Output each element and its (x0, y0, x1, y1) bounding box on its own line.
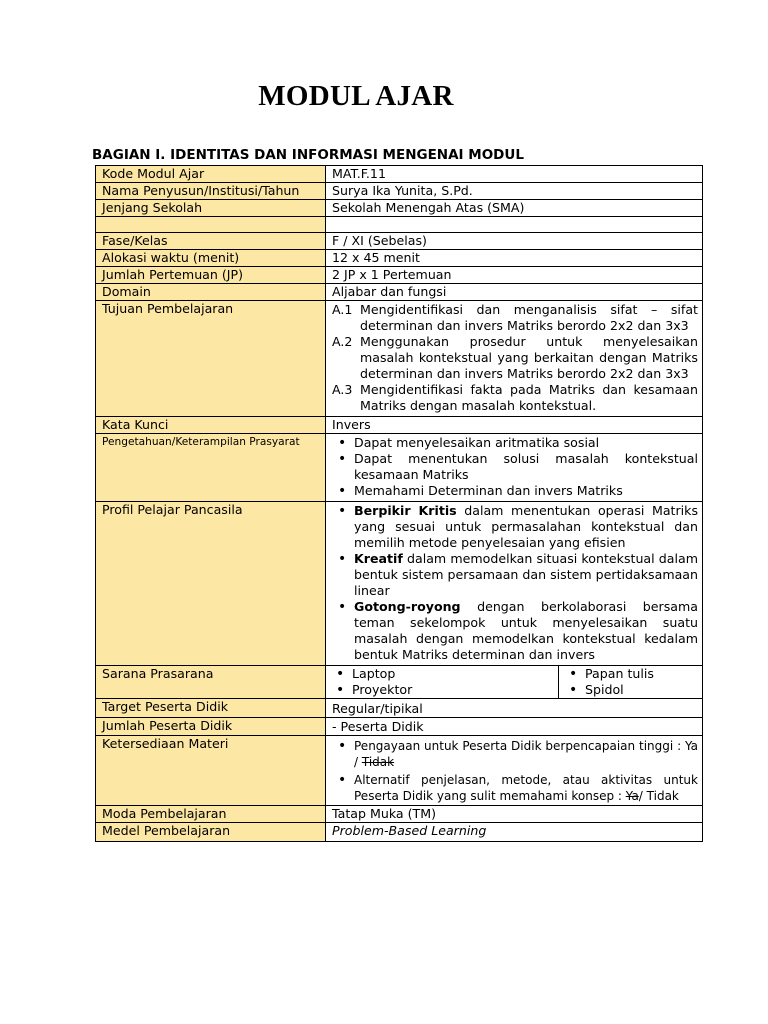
table-row (96, 502, 703, 666)
tujuan-text: Menggunakan prosedur untuk menyelesaikan masalah kontekstual yang berkaitan dengan Matriks determinan dan invers Matriks berordo 2x2 dan 3x3 (360, 334, 698, 381)
row-value: MAT.F.11 (326, 166, 703, 183)
row-label: Kata Kunci (96, 417, 326, 434)
list-item (332, 503, 698, 551)
row-value: Tatap Muka (TM) (326, 806, 703, 823)
identity-table (95, 165, 703, 842)
list-item (332, 551, 698, 599)
row-label: Jenjang Sekolah (96, 200, 326, 217)
profil-text: dengan berkolaborasi bersama teman sekelompok untuk menyelesaikan suatu masalah dengan memodelkan kontekstual kedalam bentuk Matriks determinan dan invers (354, 599, 698, 662)
row-value: 12 x 45 menit (326, 250, 703, 267)
table-row (96, 250, 703, 267)
row-value: Regular/tipikal (326, 699, 703, 718)
list-item (332, 599, 698, 663)
profil-title: Gotong-royong (354, 599, 461, 614)
struck-option: Ya (625, 789, 639, 803)
row-value: Sekolah Menengah Atas (SMA) (326, 200, 703, 217)
tujuan-item (332, 302, 698, 334)
row-label: Jumlah Peserta Didik (96, 718, 326, 736)
row-label: Fase/Kelas (96, 233, 326, 250)
table-row (96, 166, 703, 183)
row-label-empty (96, 217, 326, 233)
row-value: Invers (326, 417, 703, 434)
list-item: • Proyektor (330, 682, 558, 698)
table-row (96, 699, 703, 718)
ketersediaan-end: / Tidak (638, 789, 679, 803)
profil-text: dalam memodelkan situasi kontekstual dalam bentuk sistem persamaan dan sistem pertidaksamaan linear (354, 551, 699, 598)
row-value: 2 JP x 1 Pertemuan (326, 267, 703, 284)
section-title: BAGIAN I. IDENTITAS DAN INFORMASI MENGENAI MODUL (92, 147, 524, 163)
ketersediaan-list (326, 736, 703, 806)
prasyarat-list (326, 434, 703, 502)
row-value: Surya Ika Yunita, S.Pd. (326, 183, 703, 200)
row-label: Pengetahuan/Keterampilan Prasyarat (96, 434, 326, 502)
tujuan-list (326, 301, 703, 417)
row-label: Medel Pembelajaran (96, 823, 326, 842)
row-value-empty (326, 217, 703, 233)
table-row (96, 200, 703, 217)
page-title: MODUL AJAR (258, 80, 454, 112)
row-label: Sarana Prasarana (96, 666, 326, 699)
list-item: • Dapat menentukan solusi masalah kontekstual kesamaan Matriks (332, 451, 698, 483)
ketersediaan-text: Alternatif penjelasan, metode, atau aktivitas untuk Peserta Didik yang sulit memahami konsep : (354, 773, 698, 803)
profil-list (326, 502, 703, 666)
tujuan-number: A.2 (332, 334, 353, 349)
row-label: Kode Modul Ajar (96, 166, 326, 183)
table-row (96, 736, 703, 806)
tujuan-text: Mengidentifikasi fakta pada Matriks dan kesamaan Matriks dengan masalah kontekstual. (360, 382, 698, 413)
table-row (96, 183, 703, 200)
tujuan-item (332, 334, 698, 382)
profil-title: Berpikir Kritis (354, 503, 457, 518)
list-item (332, 772, 698, 804)
row-label: Ketersediaan Materi (96, 736, 326, 806)
row-label: Domain (96, 284, 326, 301)
row-value: Problem-Based Learning (326, 823, 703, 842)
row-label: Target Peserta Didik (96, 699, 326, 718)
table-row (96, 284, 703, 301)
row-label: Jumlah Pertemuan (JP) (96, 267, 326, 284)
tujuan-number: A.3 (332, 382, 353, 397)
list-item: • Spidol (563, 682, 702, 698)
list-item (332, 738, 698, 770)
tujuan-number: A.1 (332, 302, 353, 317)
tujuan-item (332, 382, 698, 414)
row-value: Aljabar dan fungsi (326, 284, 703, 301)
row-value: F / XI (Sebelas) (326, 233, 703, 250)
table-row (96, 434, 703, 502)
profil-text: dalam menentukan operasi Matriks yang sesuai untuk permasalahan kontekstual dan memilih metode penyelesaian yang efisien (354, 503, 698, 550)
table-row (96, 233, 703, 250)
ketersediaan-text: Pengayaan untuk Peserta Didik berpencapaian tinggi : Ya / (354, 739, 698, 769)
table-row (96, 267, 703, 284)
row-label: Nama Penyusun/Institusi/Tahun (96, 183, 326, 200)
table-row (96, 718, 703, 736)
list-item: • Laptop (330, 666, 558, 682)
row-label: Alokasi waktu (menit) (96, 250, 326, 267)
row-label: Moda Pembelajaran (96, 806, 326, 823)
list-item: • Memahami Determinan dan invers Matriks (332, 483, 698, 499)
table-row (96, 417, 703, 434)
struck-option: Tidak (361, 755, 395, 769)
table-row (96, 823, 703, 842)
table-row (96, 806, 703, 823)
row-value: - Peserta Didik (326, 718, 703, 736)
profil-title: Kreatif (354, 551, 403, 566)
row-label: Profil Pelajar Pancasila (96, 502, 326, 666)
sarana-cell (326, 666, 703, 699)
list-item: • Dapat menyelesaikan aritmatika sosial (332, 435, 698, 451)
table-row (96, 301, 703, 417)
list-item: • Papan tulis (563, 666, 702, 682)
empty-row (96, 217, 703, 233)
tujuan-text: Mengidentifikasi dan menganalisis sifat – sifat determinan dan invers Matriks berordo 2x2 dan 3x3 (360, 302, 698, 333)
row-label: Tujuan Pembelajaran (96, 301, 326, 417)
table-row (96, 666, 703, 699)
